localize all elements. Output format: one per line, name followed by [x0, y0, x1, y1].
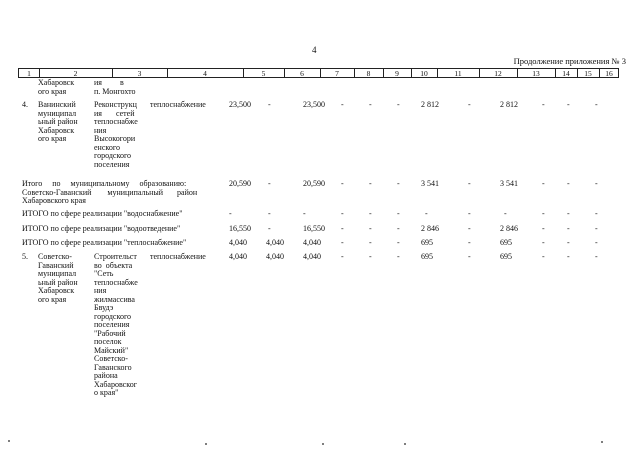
cell-col-12: - [468, 209, 471, 218]
cell-col-7: 23,500 [303, 100, 325, 109]
cell-col-8: - [341, 100, 344, 109]
cell-col-13: 2 846 [500, 224, 518, 233]
row-sphere: теплоснабжение [150, 252, 206, 261]
cell-col-6: 4,040 [266, 238, 284, 247]
cell-col-8: - [341, 238, 344, 247]
cell-col-14: - [542, 224, 545, 233]
row-district: Советско- Гаванский муниципал ьный район Хабаровск ого края [38, 252, 78, 304]
cell-col-6: 4,040 [266, 252, 284, 261]
header-col-10: 10 [411, 69, 438, 78]
header-col-6: 6 [284, 69, 321, 78]
header-col-5: 5 [243, 69, 285, 78]
cell-col-13: 695 [500, 252, 512, 261]
cell-col-12: - [468, 252, 471, 261]
cell-col-5: 4,040 [229, 238, 247, 247]
cell-col-11: 2 812 [421, 100, 439, 109]
cell-col-15: - [567, 238, 570, 247]
scan-speck [322, 443, 324, 445]
cell-col-16: - [595, 209, 598, 218]
header-col-12: 12 [479, 69, 518, 78]
cell-col-15: - [567, 209, 570, 218]
cell-col-16: - [595, 100, 598, 109]
page-number: 4 [312, 45, 317, 55]
header-col-9: 9 [383, 69, 412, 78]
cell-col-5: 16,550 [229, 224, 251, 233]
cell-col-9: - [369, 252, 372, 261]
cell-col-9: - [369, 209, 372, 218]
cell-col-12: - [468, 238, 471, 247]
cont-row-object: ия в п. Монгохто [94, 78, 136, 96]
cell-col-15: - [567, 224, 570, 233]
cell-col-11: 3 541 [421, 179, 439, 188]
cell-col-14: - [542, 179, 545, 188]
header-col-2: 2 [39, 69, 113, 78]
header-col-14: 14 [555, 69, 578, 78]
row-number: 5. [22, 252, 28, 261]
cell-col-8: - [341, 252, 344, 261]
cell-col-7: 4,040 [303, 238, 321, 247]
cell-col-11: 2 846 [421, 224, 439, 233]
cell-col-11: 695 [421, 252, 433, 261]
cell-col-11: 695 [421, 238, 433, 247]
cell-col-13: - [504, 209, 507, 218]
cell-col-7: 16,550 [303, 224, 325, 233]
cell-col-10: - [397, 179, 400, 188]
cell-col-12: - [468, 224, 471, 233]
cell-col-5: 23,500 [229, 100, 251, 109]
cell-col-6: - [268, 100, 271, 109]
cell-col-5: - [229, 209, 232, 218]
cell-col-5: 4,040 [229, 252, 247, 261]
cell-col-14: - [542, 238, 545, 247]
total-label: ИТОГО по сфере реализации "теплоснабжение" [22, 238, 187, 247]
cell-col-5: 20,590 [229, 179, 251, 188]
scan-speck [404, 443, 406, 445]
cell-col-16: - [595, 252, 598, 261]
cell-col-6: - [268, 209, 271, 218]
header-col-7: 7 [320, 69, 355, 78]
cell-col-13: 2 812 [500, 100, 518, 109]
row-district: Ванинский муниципал ьный район Хабаровск ого края [38, 100, 78, 143]
cell-col-9: - [369, 179, 372, 188]
cell-col-16: - [595, 224, 598, 233]
header-col-11: 11 [437, 69, 480, 78]
cell-col-9: - [369, 238, 372, 247]
cell-col-13: 695 [500, 238, 512, 247]
cell-col-8: - [341, 224, 344, 233]
header-col-4: 4 [167, 69, 244, 78]
header-col-16: 16 [605, 69, 613, 78]
cell-col-14: - [542, 252, 545, 261]
header-col-1: 1 [19, 69, 40, 78]
cell-col-16: - [595, 179, 598, 188]
cell-col-7: 4,040 [303, 252, 321, 261]
total-label: ИТОГО по сфере реализации "водоотведение" [22, 224, 181, 233]
header-col-3: 3 [112, 69, 168, 78]
table-header [18, 68, 619, 78]
scan-speck [601, 441, 603, 443]
cell-col-14: - [542, 209, 545, 218]
cell-col-16: - [595, 238, 598, 247]
cell-col-15: - [567, 179, 570, 188]
cell-col-15: - [567, 100, 570, 109]
cell-col-8: - [341, 179, 344, 188]
row-object: Реконструкц ия сетей теплоснабже ния Высокогори енского городского поселения [94, 100, 138, 169]
header-col-13: 13 [517, 69, 556, 78]
scan-speck [205, 443, 207, 445]
cell-col-12: - [468, 100, 471, 109]
appendix-note: Продолжение приложения № 3 [513, 56, 626, 66]
cell-col-10: - [397, 224, 400, 233]
cell-col-7: 20,590 [303, 179, 325, 188]
cell-col-6: - [268, 224, 271, 233]
cell-col-11: - [425, 209, 428, 218]
cell-col-7: - [303, 209, 306, 218]
cell-col-10: - [397, 209, 400, 218]
cell-col-12: - [468, 179, 471, 188]
cell-col-15: - [567, 252, 570, 261]
row-object: Строительст во объекта "Сеть теплоснабже ния жилмассива Бвудэ городского поселения "Рабочий поселок Майский" Советско- Гаванского района Хабаровског о края" [94, 252, 138, 397]
cell-col-6: - [268, 179, 271, 188]
header-col-15: 15 [577, 69, 600, 78]
scan-speck [8, 440, 10, 442]
cell-col-9: - [369, 224, 372, 233]
cell-col-10: - [397, 100, 400, 109]
cell-col-10: - [397, 238, 400, 247]
cell-col-14: - [542, 100, 545, 109]
row-number: 4. [22, 100, 28, 109]
row-sphere: теплоснабжение [150, 100, 206, 109]
total-label: ИТОГО по сфере реализации "водоснабжение" [22, 209, 183, 218]
header-col-8: 8 [354, 69, 384, 78]
cell-col-13: 3 541 [500, 179, 518, 188]
cell-col-10: - [397, 252, 400, 261]
total-label: Итого по муниципальному образованию: Советско-Гаванский муниципальный район Хабаровского края [22, 179, 198, 205]
cell-col-9: - [369, 100, 372, 109]
cell-col-8: - [341, 209, 344, 218]
cont-row-district: Хабаровск ого края [38, 78, 75, 96]
